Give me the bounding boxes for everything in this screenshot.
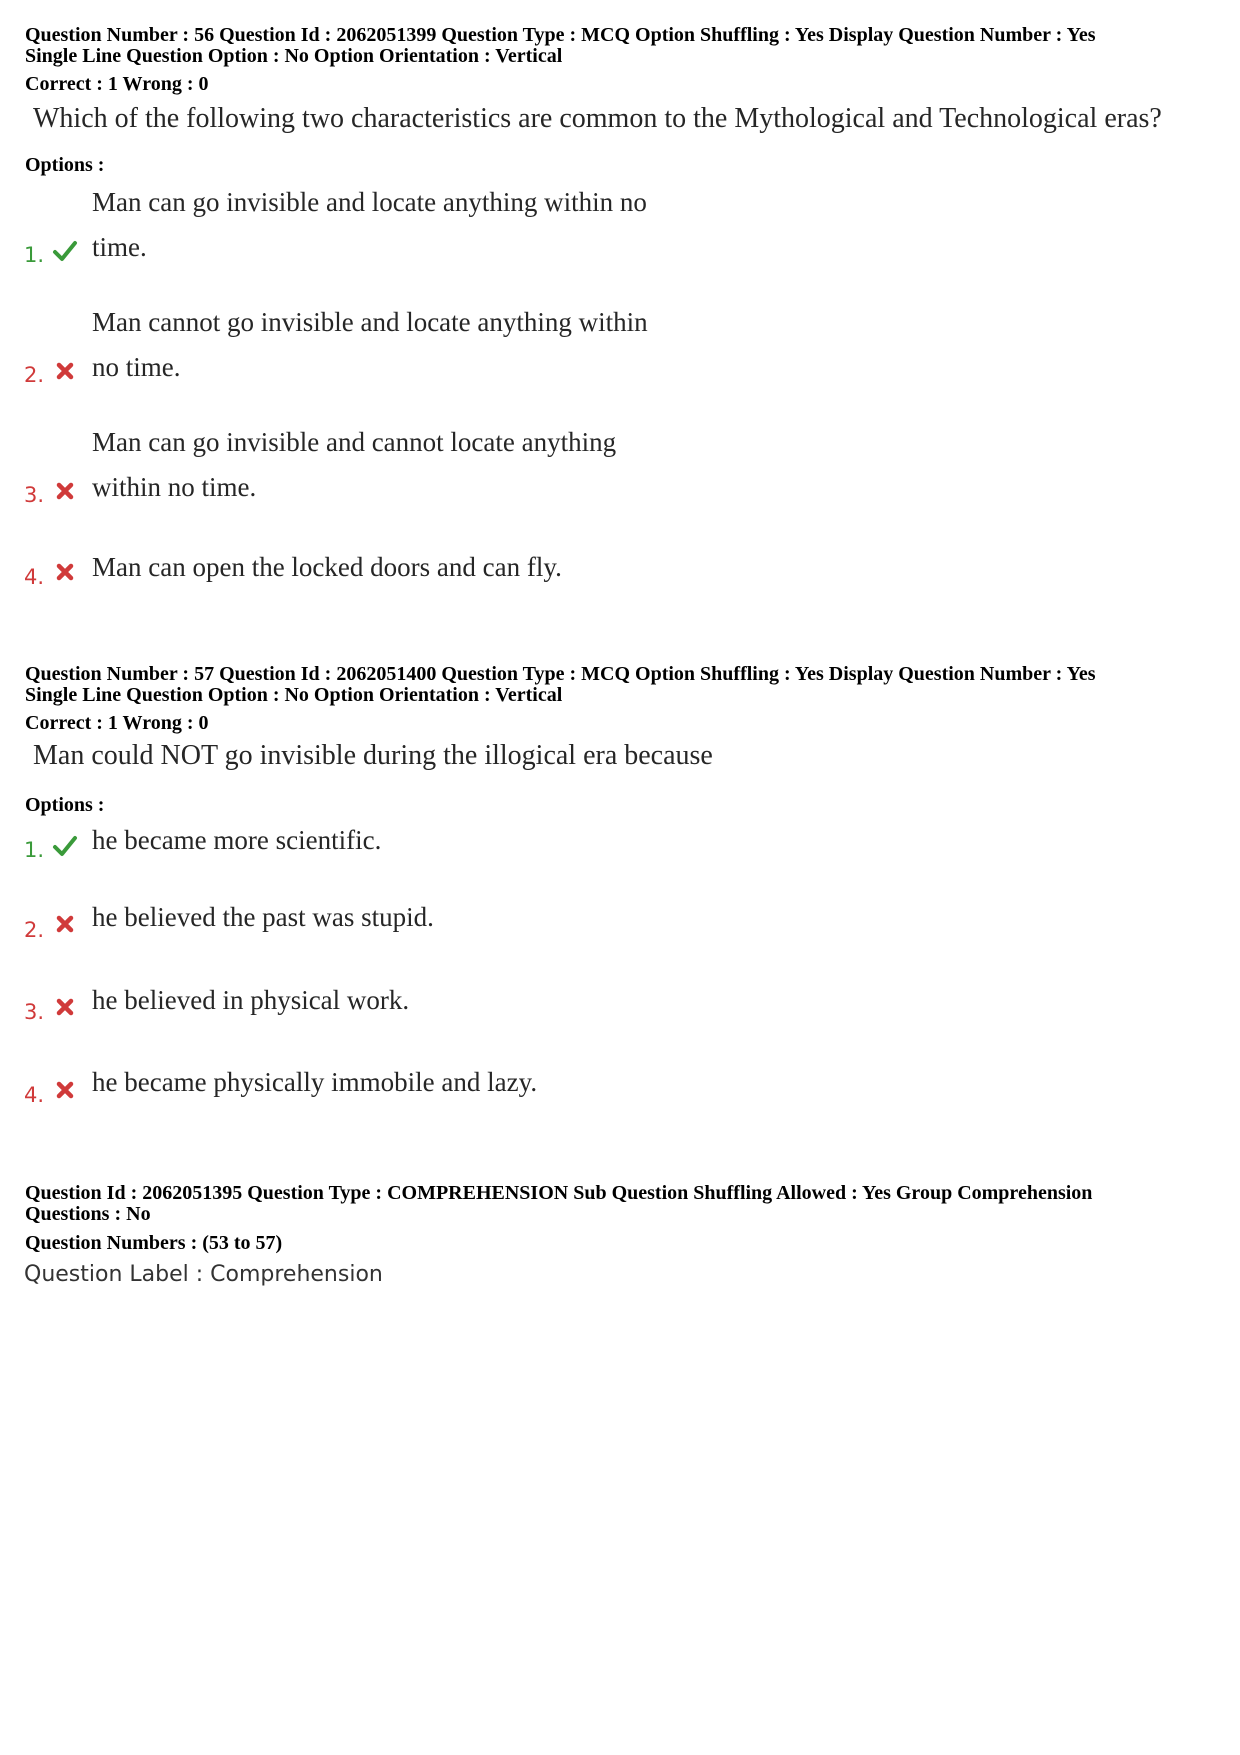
question-56-meta-line2: Single Line Question Option : No Option Orientation : Vertical: [25, 45, 563, 67]
cross-icon: [52, 911, 78, 937]
question-56-text: Which of the following two characteristics are common to the Mythological and Technological eras?: [33, 103, 1162, 134]
question-57-text: Man could NOT go invisible during the illogical era because: [33, 740, 713, 771]
question-56-marks: Correct : 1 Wrong : 0: [25, 73, 209, 95]
option-number: 3.: [24, 483, 45, 507]
option-number: 4.: [24, 565, 45, 589]
cross-icon: [52, 358, 78, 384]
option-number: 2.: [24, 918, 45, 942]
option-text-line1: Man can go invisible and locate anything within no: [92, 187, 647, 217]
question-57-marks: Correct : 1 Wrong : 0: [25, 712, 209, 734]
question-57-meta-line1: Question Number : 57 Question Id : 2062051400 Question Type : MCQ Option Shuffling : Yes Display Question Number : Yes: [25, 663, 1096, 685]
question-57-options-label: Options :: [25, 794, 105, 816]
cross-icon: [52, 559, 78, 585]
option-text-line1: Man can go invisible and cannot locate anything: [92, 427, 617, 457]
comprehension-meta-line1: Question Id : 2062051395 Question Type : COMPREHENSION Sub Question Shuffling Allowed : Yes Group Comprehension: [25, 1182, 1093, 1204]
option-text: he became more scientific.: [92, 825, 382, 855]
option-text-line1: Man can open the locked doors and can fly.: [92, 552, 562, 582]
option-number: 1.: [24, 838, 45, 862]
check-icon: [52, 238, 78, 264]
question-56-meta-line1: Question Number : 56 Question Id : 2062051399 Question Type : MCQ Option Shuffling : Yes Display Question Number : Yes: [25, 24, 1096, 46]
option-text-line2: time.: [92, 232, 147, 262]
option-text-line1: Man cannot go invisible and locate anything within: [92, 307, 648, 337]
option-number: 4.: [24, 1083, 45, 1107]
option-text: he believed in physical work.: [92, 985, 410, 1015]
option-text: he believed the past was stupid.: [92, 902, 434, 932]
question-56-options-label: Options :: [25, 154, 105, 176]
cross-icon: [52, 994, 78, 1020]
cross-icon: [52, 478, 78, 504]
option-number: 3.: [24, 1000, 45, 1024]
check-icon: [52, 833, 78, 859]
cross-icon: [52, 1077, 78, 1103]
option-text-line2: within no time.: [92, 472, 257, 502]
option-text: he became physically immobile and lazy.: [92, 1067, 538, 1097]
question-57-meta-line2: Single Line Question Option : No Option Orientation : Vertical: [25, 684, 563, 706]
option-number: 1.: [24, 243, 45, 267]
comprehension-question-label: Question Label : Comprehension: [24, 1262, 383, 1287]
option-text-line2: no time.: [92, 352, 181, 382]
option-number: 2.: [24, 363, 45, 387]
comprehension-question-numbers: Question Numbers : (53 to 57): [25, 1232, 283, 1254]
comprehension-meta-line2: Questions : No: [25, 1203, 151, 1225]
